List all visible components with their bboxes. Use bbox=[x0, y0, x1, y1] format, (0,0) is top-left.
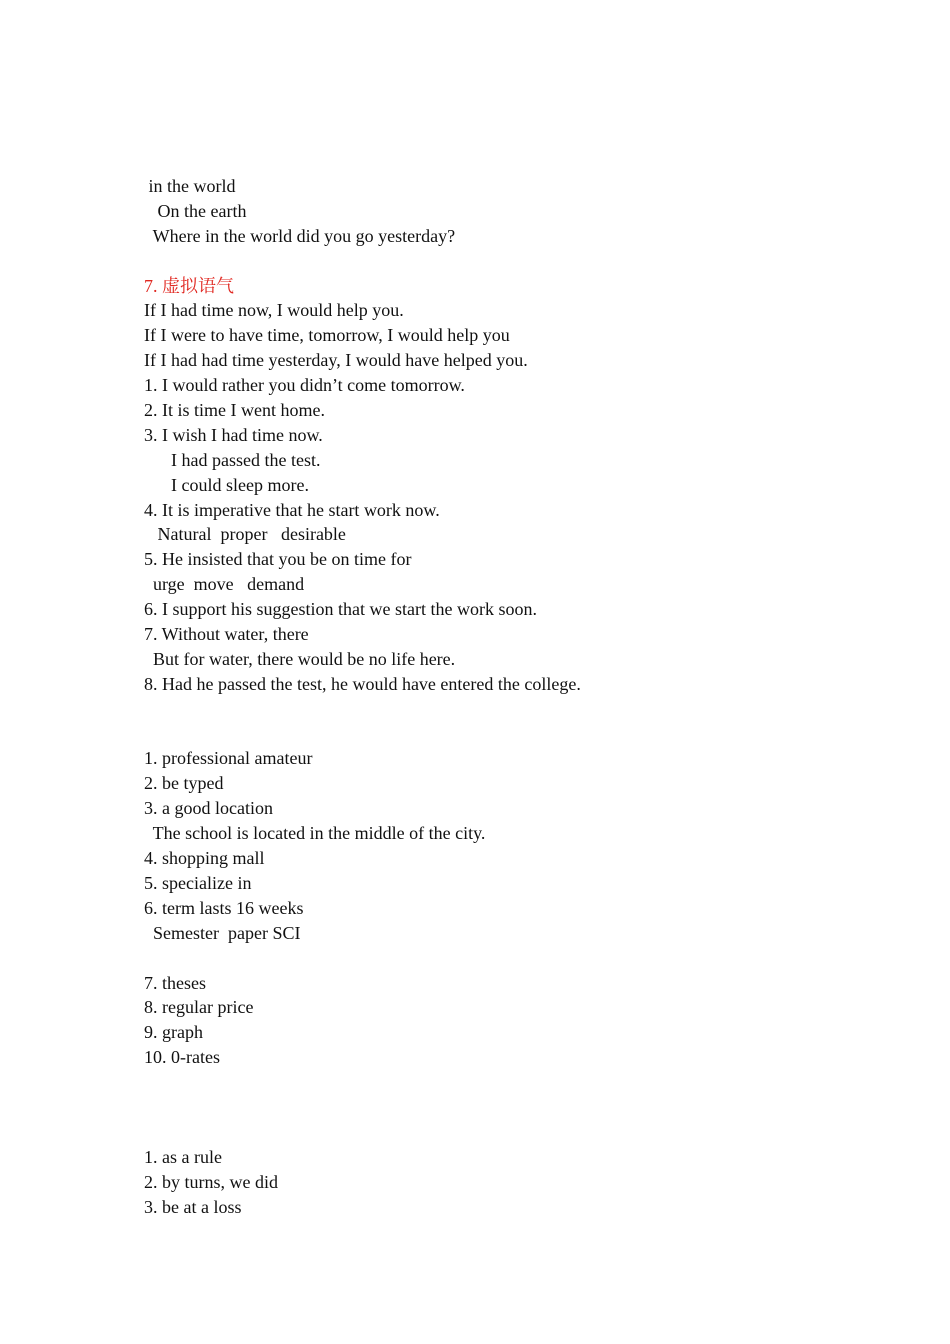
text-line: The school is located in the middle of the city. bbox=[144, 823, 486, 844]
text-line: Where in the world did you go yesterday? bbox=[144, 225, 456, 246]
text-line: 1. as a rule bbox=[144, 1146, 222, 1167]
text-line: 3. a good location bbox=[144, 798, 273, 819]
text-line: 8. regular price bbox=[144, 997, 254, 1018]
blank-line bbox=[144, 1095, 904, 1120]
text-line: 6. I support his suggestion that we start the work soon. bbox=[144, 599, 537, 620]
text-line: If I had had time yesterday, I would have helped you. bbox=[144, 350, 528, 371]
section-heading: 7. 虚拟语气 bbox=[144, 275, 234, 296]
blank-line bbox=[144, 1070, 904, 1095]
blank-line bbox=[144, 946, 904, 971]
text-line: urge move demand bbox=[144, 574, 305, 595]
text-line: in the world bbox=[144, 176, 236, 196]
text-line: If I were to have time, tomorrow, I would help you bbox=[144, 325, 510, 346]
text-line: 2. by turns, we did bbox=[144, 1171, 278, 1192]
text-line: I had passed the test. bbox=[144, 449, 321, 470]
document-body bbox=[144, 174, 904, 1219]
text-line: I could sleep more. bbox=[144, 474, 309, 495]
text-line: 4. shopping mall bbox=[144, 848, 265, 869]
blank-line bbox=[144, 697, 904, 722]
blank-line bbox=[144, 1120, 904, 1145]
text-line: Semester paper SCI bbox=[144, 922, 301, 943]
text-line: 7. Without water, there bbox=[144, 624, 309, 645]
text-line: 1. I would rather you didn’t come tomorrow. bbox=[144, 375, 465, 396]
blank-line bbox=[144, 249, 904, 274]
text-line: 2. be typed bbox=[144, 773, 224, 794]
text-line: 5. specialize in bbox=[144, 872, 252, 893]
text-line: 9. graph bbox=[144, 1022, 203, 1043]
text-line: 1. professional amateur bbox=[144, 748, 313, 769]
text-line: Natural proper desirable bbox=[144, 524, 346, 545]
text-line: 6. term lasts 16 weeks bbox=[144, 897, 304, 918]
text-line: But for water, there would be no life here. bbox=[144, 648, 456, 669]
blank-line bbox=[144, 722, 904, 747]
text-line: 3. I wish I had time now. bbox=[144, 424, 323, 445]
text-line: On the earth bbox=[144, 200, 247, 221]
text-line: 2. It is time I went home. bbox=[144, 400, 325, 421]
text-line: 8. Had he passed the test, he would have entered the college. bbox=[144, 673, 581, 694]
text-line: 10. 0-rates bbox=[144, 1047, 220, 1068]
text-line: 3. be at a loss bbox=[144, 1196, 242, 1217]
text-line: 5. He insisted that you be on time for bbox=[144, 549, 412, 570]
text-line: 7. theses bbox=[144, 972, 206, 993]
text-line: 4. It is imperative that he start work now. bbox=[144, 499, 440, 520]
text-line: If I had time now, I would help you. bbox=[144, 300, 404, 321]
